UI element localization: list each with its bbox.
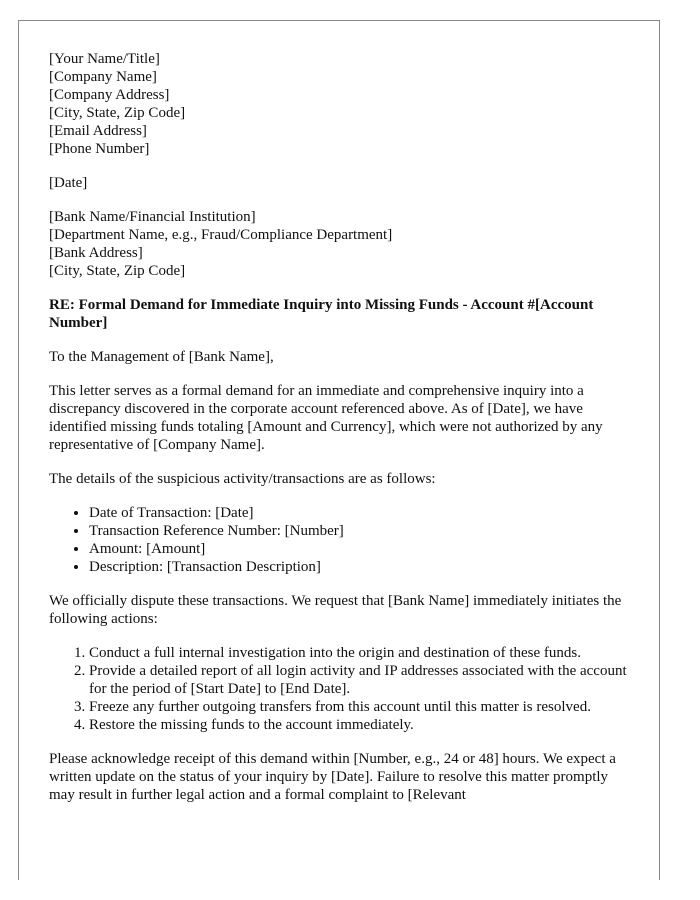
sender-company-address: [Company Address]	[49, 87, 170, 103]
letter-content	[19, 21, 659, 804]
intro-paragraph: This letter serves as a formal demand for an immediate and comprehensive inquiry into a discrepancy discovered in the corporate account referenced above. As of [Date], we have identified missing funds totaling [Amount and Currency], which were not authorized by any representative of [Company Name].	[49, 383, 603, 453]
recipient-bank-name: [Bank Name/Financial Institution]	[49, 209, 256, 225]
list-item: • Transaction Reference Number: [Number]	[89, 522, 629, 540]
sender-city-state-zip: [City, State, Zip Code]	[49, 105, 186, 121]
details-intro-paragraph: The details of the suspicious activity/transactions are as follows:	[49, 471, 436, 487]
sender-name-title: [Your Name/Title]	[49, 51, 160, 67]
transaction-details-list	[49, 504, 629, 576]
letter-page	[18, 20, 660, 880]
list-item: • Amount: [Amount]	[89, 540, 629, 558]
sender-email: [Email Address]	[49, 123, 147, 139]
list-item: • Description: [Transaction Description]	[89, 558, 629, 576]
sender-company-name: [Company Name]	[49, 69, 157, 85]
salutation: To the Management of [Bank Name],	[49, 349, 274, 365]
sender-block	[49, 50, 629, 158]
requested-actions-list	[49, 644, 629, 734]
sender-phone: [Phone Number]	[49, 141, 150, 157]
list-item: 2. Provide a detailed report of all login activity and IP addresses associated with the account for the period of [Start Date] to [End Date].	[89, 662, 629, 698]
letter-date: [Date]	[49, 175, 88, 191]
recipient-bank-address: [Bank Address]	[49, 245, 143, 261]
list-item: 4. Restore the missing funds to the account immediately.	[89, 716, 629, 734]
list-item: 1. Conduct a full internal investigation into the origin and destination of these funds.	[89, 644, 629, 662]
list-item: • Date of Transaction: [Date]	[89, 504, 629, 522]
subject-line: RE: Formal Demand for Immediate Inquiry into Missing Funds - Account #[Account Number]	[49, 297, 594, 331]
closing-paragraph: Please acknowledge receipt of this demand within [Number, e.g., 24 or 48] hours. We expect a written update on the status of your inquiry by [Date]. Failure to resolve this matter promptly may result in further legal action and a formal complaint to [Relevant	[49, 751, 616, 803]
dispute-paragraph: We officially dispute these transactions. We request that [Bank Name] immediately initiates the following actions:	[49, 593, 622, 627]
recipient-block	[49, 208, 629, 280]
recipient-city-state-zip: [City, State, Zip Code]	[49, 263, 186, 279]
recipient-department: [Department Name, e.g., Fraud/Compliance Department]	[49, 227, 393, 243]
list-item: 3. Freeze any further outgoing transfers from this account until this matter is resolved.	[89, 698, 629, 716]
